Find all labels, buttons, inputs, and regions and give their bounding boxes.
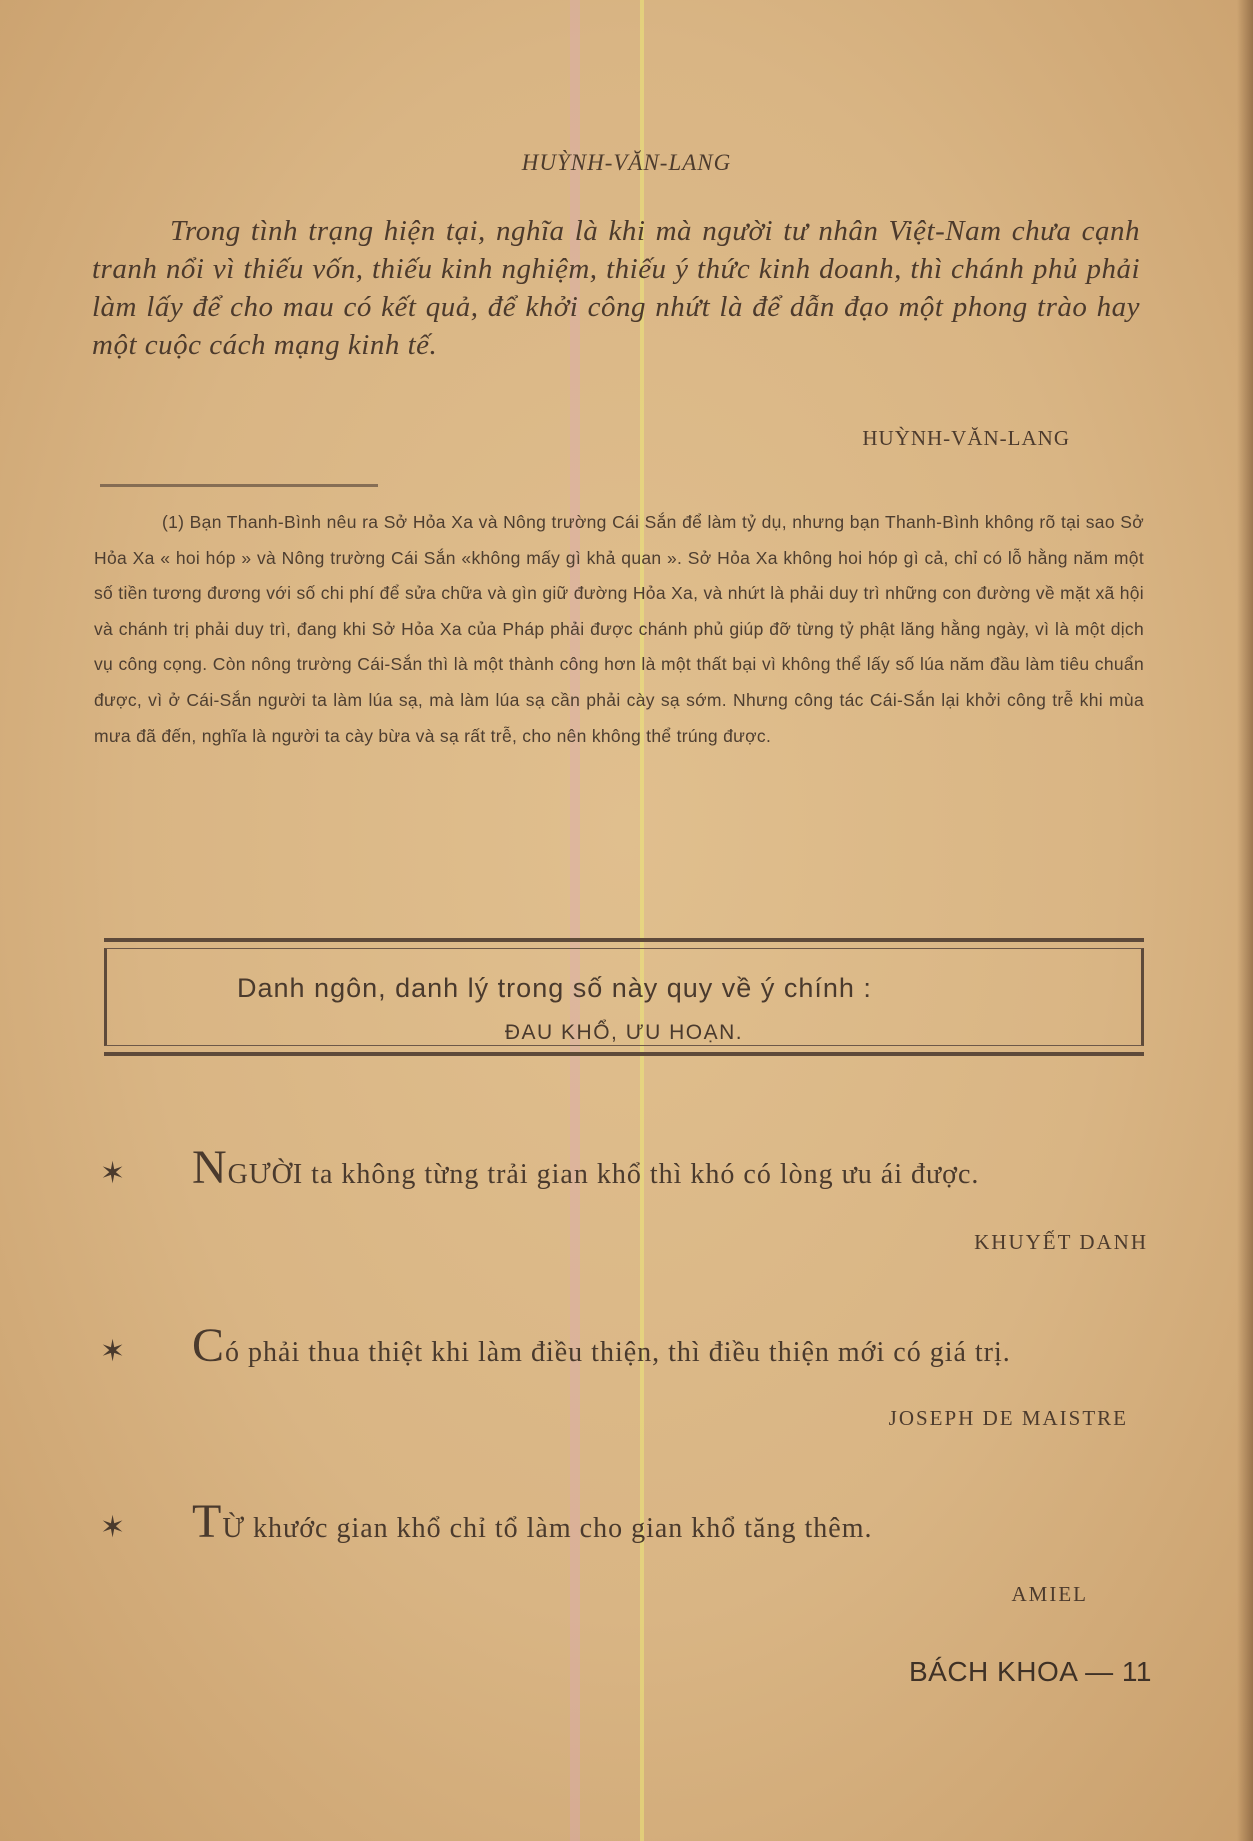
quote-2 <box>100 1319 1148 1446</box>
star-bullet-icon: ✶ <box>100 1156 126 1191</box>
running-header-author: HUỲNH-VĂN-LANG <box>521 150 732 175</box>
star-bullet-icon: ✶ <box>100 1334 126 1369</box>
quote-3 <box>100 1495 1148 1612</box>
article-paragraph: Trong tình trạng hiện tại, nghĩa là khi mà người tư nhân Việt-Nam chưa cạnh tranh nổi vì thiếu vốn, thiếu kinh nghiệm, thiếu ý thức kinh doanh, thì chánh phủ phải làm lấy để cho mau có kết quả, để khởi công nhứt là để dẫn đạo một phong trào hay một cuộc cách mạng kinh tế. <box>92 215 1140 361</box>
page-folio: BÁCH KHOA — 11 <box>908 1656 1152 1687</box>
quote-author: KHUYẾT DANH <box>974 1230 1148 1254</box>
theme-intro: Danh ngôn, danh lý trong số này quy về ý chính : <box>237 973 872 1003</box>
page-edge-shadow <box>1237 0 1253 1841</box>
article-signature: HUỲNH-VĂN-LANG <box>862 426 1070 450</box>
quote-1 <box>100 1141 1148 1258</box>
theme-topic: ĐAU KHỔ, ƯU HOẠN. <box>504 1021 744 1044</box>
quote-text: NGƯỜI ta không từng trải gian khổ thì khó có lòng ưu ái được. <box>192 1141 980 1194</box>
footnote-rule <box>100 484 378 487</box>
quote-text: TỪ khước gian khổ chỉ tổ làm cho gian khổ tăng thêm. <box>192 1495 873 1548</box>
quote-author: AMIEL <box>1011 1582 1088 1606</box>
quote-text: Có phải thua thiệt khi làm điều thiện, thì điều thiện mới có giá trị. <box>192 1319 1011 1372</box>
theme-box-frame <box>104 948 1144 1046</box>
theme-box <box>104 938 1144 1056</box>
star-bullet-icon: ✶ <box>100 1510 126 1545</box>
footnote-text: (1) Bạn Thanh-Bình nêu ra Sở Hỏa Xa và Nông trường Cái Sắn để làm tỷ dụ, nhưng bạn Thanh-Bình không rõ tại sao Sở Hỏa Xa « hoi hóp » và Nông trường Cái Sắn «không mấy gì khả quan ». Sở Hỏa Xa không hoi hóp gì cả, chỉ có lỗ hằng năm một số tiền tương đương với số chi phí để sửa chữa và gìn giữ đường Hỏa Xa, và nhứt là phải duy trì những con đường về mặt xã hội và chánh trị phải duy trì, đang khi Sở Hỏa Xa của Pháp phải được chánh phủ giúp đỡ từng tỷ phật lăng hằng ngày, vì là một dịch vụ công cọng. Còn nông trường Cái-Sắn thì là một thành công hơn là một thất bại vì không thể lấy số lúa năm đầu làm tiêu chuẩn được, vì ở Cái-Sắn người ta làm lúa sạ, mà làm lúa sạ cần phải cày sạ sớm. Nhưng công tác Cái-Sắn lại khởi công trễ khi mùa mưa đã đến, nghĩa là người ta cày bừa và sạ rất trễ, cho nên không thể trúng được. <box>94 512 1144 746</box>
quote-author: JOSEPH DE MAISTRE <box>888 1406 1128 1430</box>
